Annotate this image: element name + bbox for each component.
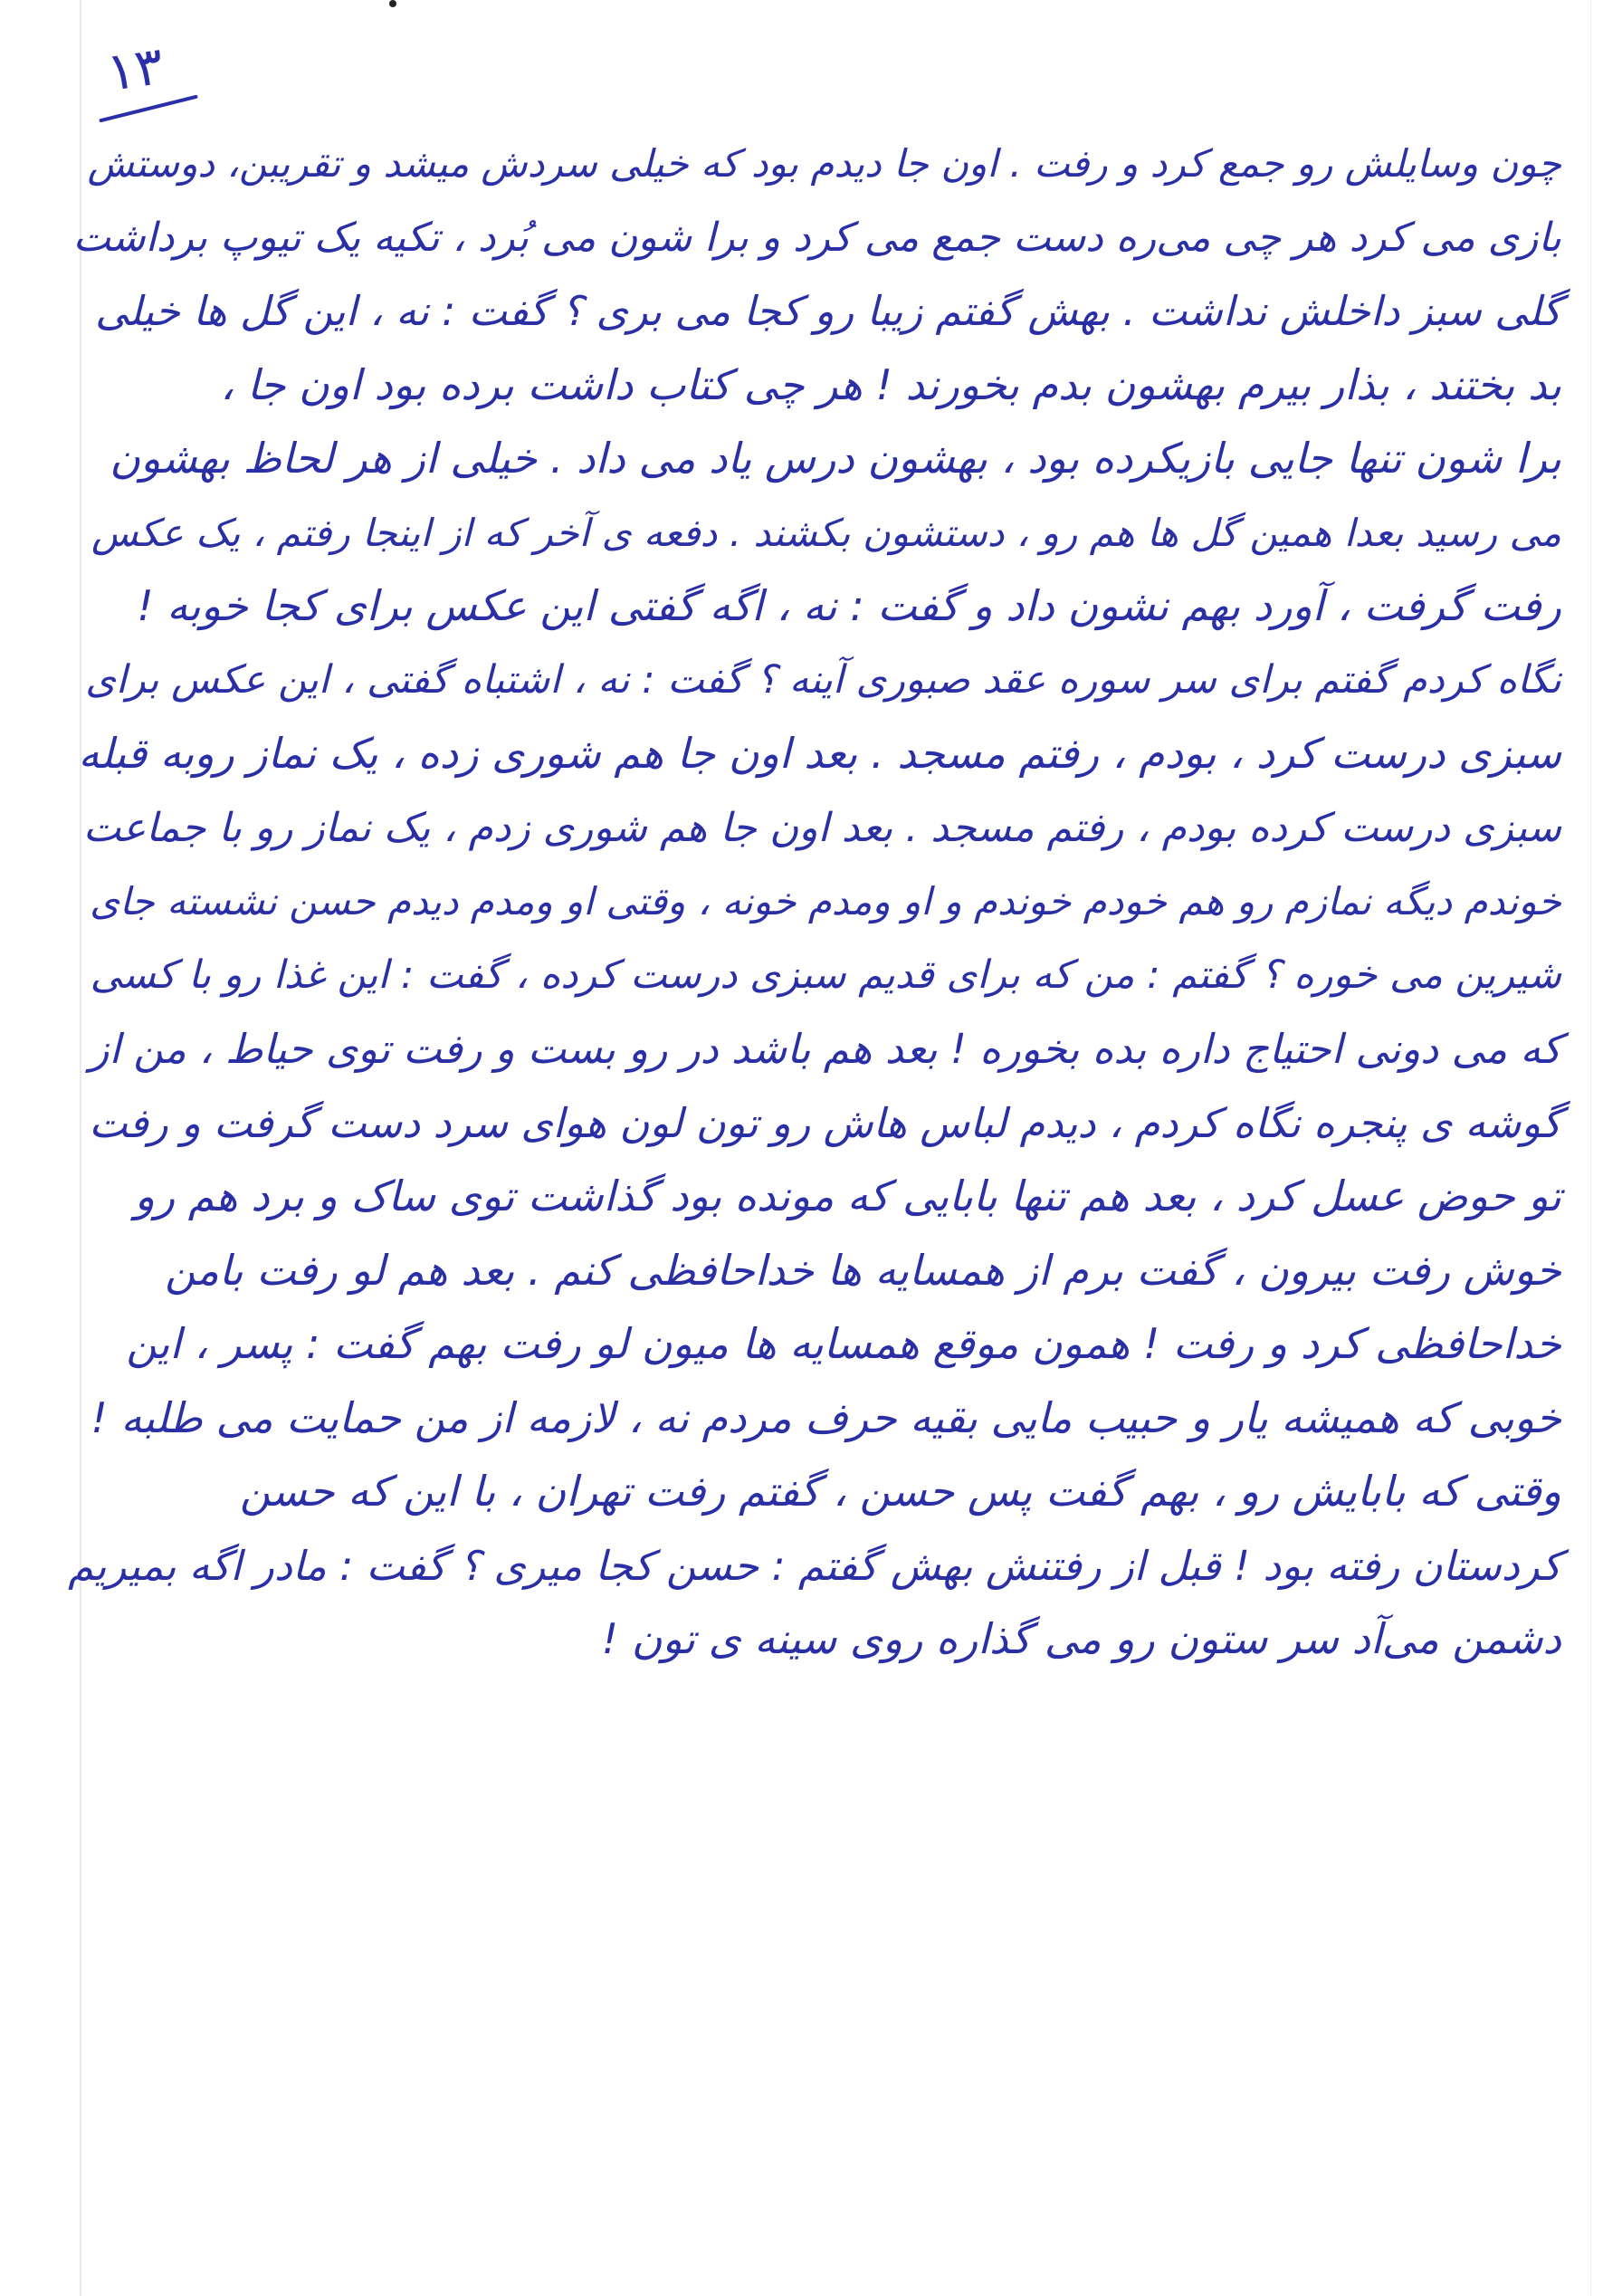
text-line: خوش رفت بیرون ، گفت برم از همسایه ها خداحافظی کنم . بعد هم لو رفت بامن (165, 1245, 1561, 1295)
text-line: بازی می کرد هر چی می‌ره دست جمع می کرد و برا شون می بُرد ، تکیه یک تیوپ برداشت (72, 214, 1561, 261)
text-line: سبزی درست کرده بودم ، رفتم مسجد . بعد اون جا هم شوری زدم ، یک نماز رو با جماعت (82, 804, 1561, 851)
text-line: تو حوض عسل کرد ، بعد هم تنها بابایی که مونده بود گذاشت توی ساک و برد هم رو (134, 1172, 1561, 1220)
text-line: می رسید بعدا همین گل ها هم رو ، دستشون بکشند . دفعه ی آخر که از اینجا رفتم ، یک عکس (91, 510, 1561, 555)
text-line: خداحافظی کرد و رفت ! همون موقع همسایه ها میون لو رفت بهم گفت : پسر ، این (126, 1319, 1561, 1368)
text-line: شیرین می خوره ؟ گفتم : من که برای قدیم سبزی درست کرده ، گفت : این غذا رو با کسی (90, 952, 1561, 998)
text-line: برا شون تنها جایی بازیکرده بود ، بهشون درس یاد می داد . خیلی از هر لحاظ بهشون (110, 434, 1561, 483)
handwritten-text-body (63, 127, 1561, 1677)
text-line: چون وسایلش رو جمع کرد و رفت . اون جا دیدم بود که خیلی سردش میشد و تقریبن، دوستش (87, 141, 1561, 186)
text-line: رفت گرفت ، آورد بهم نشون داد و گفت : نه ، اگه گفتی این عکس برای کجا خوبه ! (137, 581, 1561, 630)
text-line: خوندم دیگه نمازم رو هم خودم خوندم و او ومدم خونه ، وقتی او ومدم دیدم حسن نشسته جای (90, 879, 1561, 923)
text-line: گوشه ی پنجره نگاه کردم ، دیدم لباس هاش رو تون لون هوای سرد دست گرفت و رفت (89, 1098, 1561, 1147)
text-line: دشمن می‌آد سر ستون رو می گذاره روی سینه ی تون ! (601, 1614, 1561, 1663)
text-line: خوبی که همیشه یار و حبیب مایی بقیه حرف مردم نه ، لازمه از من حمایت می طلبه ! (91, 1392, 1561, 1442)
text-line: وقتی که بابایش رو ، بهم گفت پس حسن ، گفتم رفت تهران ، با این که حسن (240, 1467, 1561, 1516)
page-number: ۱۳ (102, 33, 167, 104)
text-line: نگاه کردم گفتم برای سر سوره عقد صبوری آینه ؟ گفت : نه ، اشتباه گفتی ، این عکس برای (85, 656, 1561, 703)
text-line: کردستان رفته بود ! قبل از رفتنش بهش گفتم : حسن کجا میری ؟ گفت : مادر اگه بمیریم (68, 1541, 1561, 1590)
text-line: که می دونی احتیاج داره بده بخوره ! بعد هم باشد در رو بست و رفت توی حیاط ، من از (89, 1025, 1561, 1073)
text-line: گلی سبز داخلش نداشت . بهش گفتم زیبا رو کجا می بری ؟ گفت : نه ، این گل ها خیلی (95, 287, 1561, 335)
text-line: سبزی درست کرد ، بودم ، رفتم مسجد . بعد اون جا هم شوری زده ، یک نماز روبه قبله (78, 729, 1561, 778)
text-line: بد بختند ، بذار بیرم بهشون بدم بخورند ! هر چی کتاب داشت برده بود اون جا ، (220, 359, 1561, 409)
